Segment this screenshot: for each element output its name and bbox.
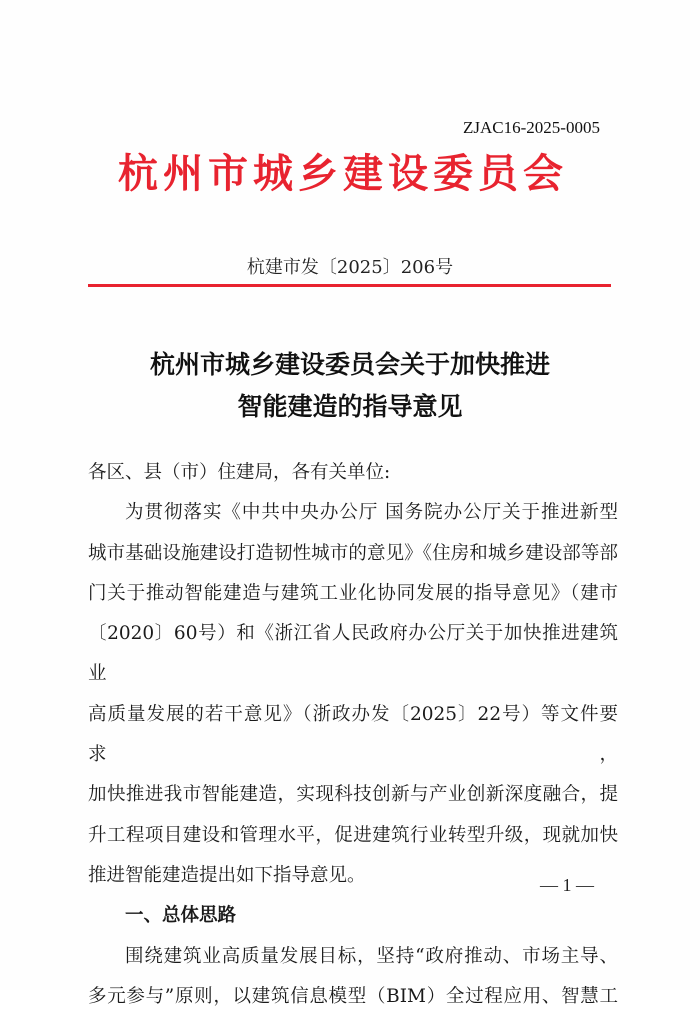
- red-separator-line: [88, 284, 611, 287]
- paragraph-1-line: 推进智能建造提出如下指导意见。: [88, 864, 366, 886]
- paragraph-1-line: 加快推进我市智能建造，实现科技创新与产业创新深度融合，提: [88, 784, 618, 806]
- paragraph-1-line: 门关于推动智能建造与建筑工业化协同发展的指导意见》（建市: [88, 582, 618, 604]
- paragraph-1-line: 城市基础设施建设打造韧性城市的意见》《住房和城乡建设部等部: [88, 542, 618, 564]
- section-heading: 一、总体思路: [125, 905, 237, 927]
- document-title-line-1: 杭州市城乡建设委员会关于加快推进: [149, 350, 550, 379]
- document-body: [88, 453, 618, 1017]
- document-number: 杭建市发〔2025〕206号: [246, 257, 454, 278]
- paragraph-2-line: 多元参与”原则，以建筑信息模型（BIM）全过程应用、智慧工: [88, 985, 618, 1007]
- paragraph-1-line: 为贯彻落实《中共中央办公厅 国务院办公厅关于推进新型: [125, 502, 618, 524]
- paragraph-1-line: 〔2020〕60号）和《浙江省人民政府办公厅关于加快推进建筑业: [88, 623, 618, 685]
- salutation: 各区、县（市）住建局，各有关单位:: [88, 462, 391, 483]
- paragraph-1-line: 高质量发展的若干意见》（浙政办发〔2025〕22号）等文件要求，: [88, 703, 618, 766]
- paragraph-1-line: 升工程项目建设和管理水平，促进建筑行业转型升级，现就加快: [88, 824, 618, 846]
- issuing-organization-title: 杭州市城乡建设委员会: [118, 150, 568, 197]
- document-code: ZJAC16-2025-0005: [463, 118, 600, 137]
- document-title: [0, 344, 700, 428]
- page-number: — 1 —: [540, 875, 594, 895]
- document-title-line-2: 智能建造的指导意见: [237, 392, 463, 421]
- paragraph-2-line: 围绕建筑业高质量发展目标，坚持“政府推动、市场主导、: [125, 945, 618, 967]
